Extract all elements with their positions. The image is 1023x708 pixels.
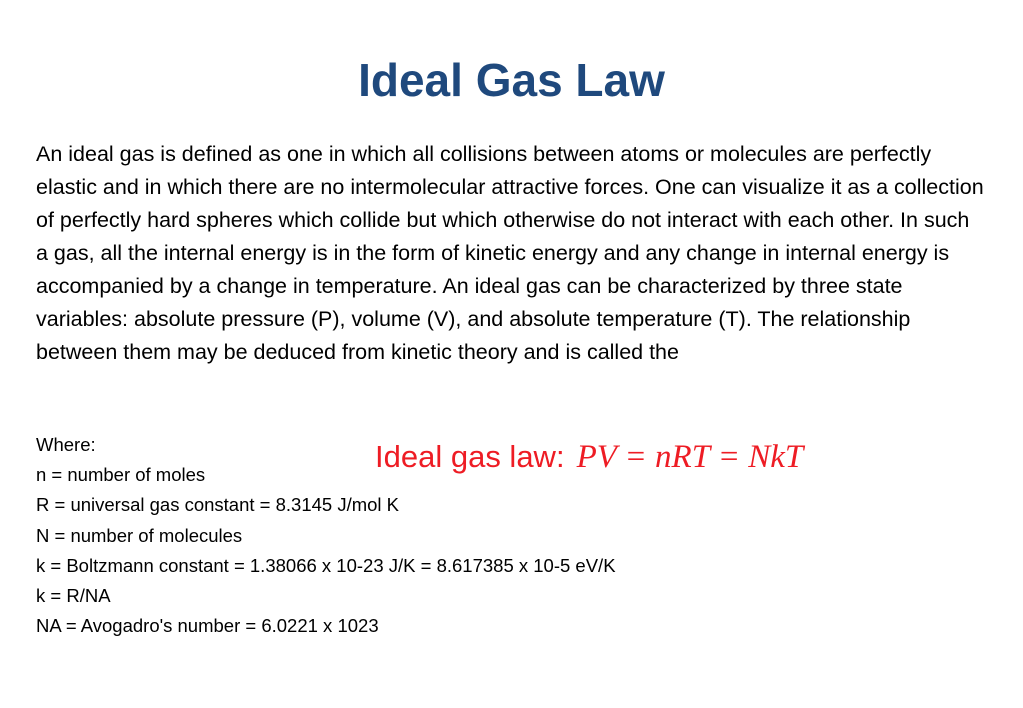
- definition-line: k = R/NA: [36, 585, 111, 607]
- definitions-heading: Where:: [36, 434, 96, 455]
- definition-line: n = number of moles: [36, 464, 206, 486]
- definition-line: N = number of molecules: [36, 524, 243, 546]
- ideal-gas-law-formula: [375, 434, 803, 480]
- formula-label: Ideal gas law:: [375, 439, 565, 474]
- definition-line: NA = Avogadro's number = 6.0221 x 1023: [36, 615, 379, 637]
- formula-equation: PV = nRT = NkT: [576, 439, 804, 475]
- slide-title: Ideal Gas Law: [358, 54, 665, 106]
- definition-line: R = universal gas constant = 8.3145 J/mol K: [36, 494, 400, 516]
- definition-line: k = Boltzmann constant = 1.38066 x 10-23 J/K = 8.617385 x 10-5 eV/K: [36, 554, 616, 576]
- body-paragraph: An ideal gas is defined as one in which all collisions between atoms or molecules are perfectly elastic and in which there are no intermolecular attractive forces. One can visualize it as a collection of perfectly hard spheres which collide but which otherwise do not interact with each other. In such a gas, all the internal energy is in the form of kinetic energy and any change in internal energy is accompanied by a change in temperature. An ideal gas can be characterized by three state variables: absolute pressure (P), volume (V), and absolute temperature (T). The relationship between them may be deduced from kinetic theory and is called the: [36, 142, 984, 364]
